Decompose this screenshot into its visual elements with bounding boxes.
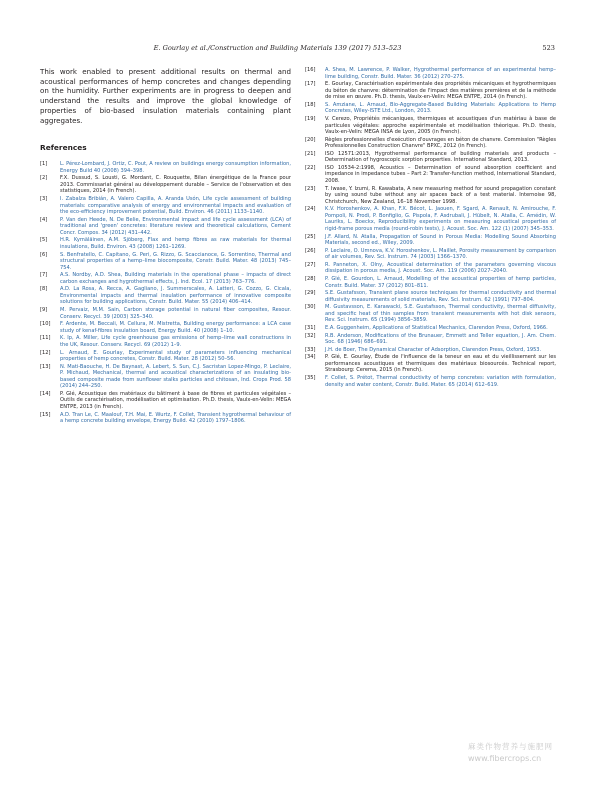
reference-number: [24]: [305, 206, 316, 213]
reference-number: [8]: [40, 286, 48, 293]
reference-number: [33]: [305, 346, 316, 353]
reference-number: [29]: [305, 290, 316, 297]
reference-link[interactable]: K. Ip, A. Miller, Life cycle greenhouse gas emissions of hemp–lime wall constructions in the UK, Resour. Conserv. Recycl. 69 (2012) 1–9.: [60, 335, 291, 348]
reference-number: [22]: [305, 164, 316, 171]
reference-item: [40, 350, 291, 363]
reference-item: [40, 175, 291, 195]
reference-text: F.X. Dussud, S. Lousti, G. Mordant, C. Rouquette, Bilan énergétique de la France pour 2013. Commissariat général au développement durable – Service de l'observation et des statistiques, 2014 (in French).: [60, 175, 291, 195]
reference-item: [305, 67, 556, 80]
reference-number: [16]: [305, 67, 316, 73]
reference-number: [5]: [40, 237, 48, 244]
reference-item: [305, 262, 556, 275]
journal-citation: E. Gourlay et al./Construction and Building Materials 139 (2017) 513–523: [153, 44, 402, 52]
reference-text: Règles professionnelles d'exécution d'ouvrages en béton de chanvre. Commission "Règles Professionnelles Construction Chanvre" BPXC, 2012 (in French).: [325, 136, 556, 150]
reference-item: [40, 196, 291, 216]
reference-number: [12]: [40, 349, 51, 356]
reference-item: [40, 307, 291, 320]
reference-item: [40, 217, 291, 237]
reference-text: E. Gourlay, Caractérisation expérimentale des propriétés mécaniques et hygrothermiques du béton de chanvre: détermination de l'impact des matières premières et de la méthode de mise en œuvre. Ph.D. thesis, Vaulx-en-Velin: MEGA ENTPE, 2014 (in French).: [325, 81, 556, 101]
reference-item: [40, 364, 291, 390]
reference-item: [305, 102, 556, 115]
reference-item: [305, 290, 556, 303]
reference-list-right: [305, 67, 556, 388]
reference-number: [27]: [305, 261, 316, 268]
reference-link[interactable]: F. Collet, S. Prétot, Thermal conductivity of hemp concretes: variation with formulation, density and water content, Constr. Build. Mater. 65 (2014) 612–619.: [325, 374, 556, 388]
reference-item: [305, 116, 556, 136]
reference-number: [15]: [40, 411, 51, 418]
reference-number: [26]: [305, 247, 316, 254]
reference-link[interactable]: S. Amziane, L. Arnaud, Bio-Aggregate-Based Building Materials: Applications to Hemp Concretes, Wiley-ISTE Ltd., London, 2013.: [325, 101, 556, 115]
reference-number: [17]: [305, 81, 316, 88]
reference-text: P. Glé, E. Gourlay, Étude de l'influence de la teneur en eau et du vieillissement sur les performances acoustiques et thermiques des matériaux biosourcés. Technical report, Strasbourg: Cerema, 2015 (in French).: [325, 354, 556, 374]
reference-link[interactable]: A.D. Tran Le, C. Maalouf, T.H. Mai, E. Wurtz, F. Collet, Transient hygrothermal behaviour of a hemp concrete building envelope, Energy Build. 42 (2010) 1797–1806.: [60, 411, 291, 425]
watermark-site-name: 麻类作物营养与施肥网: [468, 742, 553, 751]
reference-link[interactable]: P. Glé, E. Gourdon, L. Arnaud, Modelling of the acoustical properties of hemp particles, Constr. Build. Mater. 37 (2012) 801–811.: [325, 275, 556, 289]
reference-item: [40, 161, 291, 174]
reference-number: [13]: [40, 363, 51, 370]
reference-list-left: [40, 161, 291, 424]
reference-item: [40, 286, 291, 306]
reference-text: ISO 12571:2013, Hygrothermal performance of building materials and products – Determination of hygroscopic sorption properties. International Standard, 2013.: [325, 150, 556, 164]
reference-link[interactable]: S.E. Gustafsson, Transient plane source techniques for thermal conductivity and thermal diffusivity measurements of solid materials, Rev. Sci. Instrum. 62 (1991) 797–804.: [325, 290, 556, 303]
reference-number: [4]: [40, 216, 48, 223]
reference-item: [305, 165, 556, 185]
reference-link[interactable]: F. Ardente, M. Beccali, M. Cellura, M. Mistretta, Building energy performance: a LCA case study of kenaf-fibres insulation board, Energy Build. 40 (2008) 1–10.: [60, 321, 291, 334]
reference-number: [14]: [40, 390, 51, 397]
reference-item: [305, 81, 556, 101]
reference-item: [305, 234, 556, 247]
reference-number: [3]: [40, 196, 48, 203]
reference-link[interactable]: S. Benfratello, C. Capitano, G. Peri, G. Rizzo, G. Scaccianoce, G. Sorrentino, Thermal and structural properties of a hemp–lime biocomposite, Constr. Build. Mater. 48 (2013) 745–754.: [60, 251, 291, 271]
reference-number: [31]: [305, 324, 316, 331]
reference-link[interactable]: P. Leclaire, O. Umnova, K.V. Horoshenkov, L. Maillet, Porosity measurement by comparison of air volumes, Rev. Sci. Instrum. 74 (2003) 1366–1370.: [325, 247, 556, 261]
references-heading: References: [40, 143, 87, 153]
reference-number: [2]: [40, 175, 48, 182]
reference-number: [10]: [40, 321, 51, 328]
reference-text: V. Cerezo, Propriétés mécaniques, thermiques et acoustiques d'un matériau à base de particules végétales: approche expérimentale et modélisation théorique. Ph.D. thesis, Vaulx-en-Velin: MEGA INSA de Lyon, 2005 (in French).: [325, 115, 556, 136]
reference-link[interactable]: A.S. Nordby, A.D. Shea, Building materials in the operational phase – impacts of direct carbon exchanges and hygrothermal effects, J. Ind. Ecol. 17 (2013) 763–776.: [60, 272, 291, 285]
reference-number: [32]: [305, 332, 316, 339]
reference-item: [40, 321, 291, 334]
reference-item: [305, 186, 556, 206]
reference-item: [305, 151, 556, 164]
reference-link[interactable]: E.A. Guggenheim, Applications of Statistical Mechanics, Clarendon Press, Oxford, 1966.: [325, 324, 548, 331]
reference-item: [305, 276, 556, 289]
reference-item: [305, 304, 556, 324]
reference-number: [1]: [40, 161, 48, 168]
reference-item: [305, 248, 556, 261]
reference-item: [305, 354, 556, 374]
reference-link[interactable]: J.F. Allard, N. Atalla, Propagation of Sound in Porous Media: Modelling Sound Absorbing Materials, second ed., Wiley, 2009.: [325, 233, 556, 247]
reference-number: [11]: [40, 335, 51, 342]
running-header: [40, 44, 555, 56]
left-column: [40, 67, 291, 426]
reference-link[interactable]: H.R. Kymäläinen, A.M. Sjöberg, Flax and hemp fibres as raw materials for thermal insulations, Build. Environ. 43 (2008) 1261–1269.: [60, 237, 291, 250]
reference-link[interactable]: M. Pervaiz, M.M. Sain, Carbon storage potential in natural fiber composites, Resour. Conserv. Recycl. 39 (2003) 325–340.: [60, 307, 291, 320]
reference-item: [40, 237, 291, 250]
reference-item: [305, 333, 556, 346]
page-number: 523: [542, 44, 555, 52]
reference-number: [6]: [40, 251, 48, 258]
reference-item: [305, 206, 556, 232]
reference-text: ISO 10534-2:1998, Acoustics – Determination of sound absorption coefficient and impedance in impedance tubes – Part 2: Transfer-function method, International Standard, 2008.: [325, 164, 556, 185]
reference-item: [305, 347, 556, 354]
reference-item: [40, 391, 291, 411]
reference-number: [20]: [305, 136, 316, 143]
reference-number: [9]: [40, 307, 48, 314]
reference-number: [34]: [305, 354, 316, 361]
right-column: [305, 67, 556, 389]
reference-link[interactable]: R. Panneton, X. Olny, Acoustical determination of the parameters governing viscous dissipation in porous media, J. Acoust. Soc. Am. 119 (2006) 2027–2040.: [325, 261, 556, 275]
reference-item: [40, 335, 291, 348]
reference-number: [7]: [40, 272, 48, 279]
reference-number: [21]: [305, 150, 316, 157]
reference-link[interactable]: A.D. La Rosa, A. Recca, A. Gagliano, J. Summerscales, A. Latteri, G. Cozzo, G. Cicala, Environmental impacts and thermal insulation performance of innovative composite solutions for building applications, Constr. Build. Mater. 55 (2014) 406–414.: [60, 286, 291, 306]
reference-link[interactable]: M. Gustavsson, E. Karawacki, S.E. Gustafsson, Thermal conductivity, thermal diffusivity, and specific heat of thin samples from transient measurements with hot disk sensors, Rev. Sci. Instrum. 65 (1994) 3856–3859.: [325, 304, 556, 324]
reference-number: [18]: [305, 101, 316, 108]
conclusion-paragraph: This work enabled to present additional results on thermal and acoustical performances of hemp concretes and changes depending on the humidity. Further experiments are in progress to deepen and understand the results and improve the global knowledge of properties of bio-based insulation materials containing plant aggregates.: [40, 67, 291, 125]
reference-link[interactable]: P. Van den Heede, N. De Belie, Environmental impact and life cycle assessment (LCA) of traditional and 'green' concretes: literature review and theoretical calculations, Cement Concr. Compos. 34 (2012) 431–442.: [60, 216, 291, 236]
watermark-url: www.fibercrops.cn: [468, 754, 542, 763]
reference-item: [40, 252, 291, 272]
reference-link[interactable]: A. Shea, M. Lawrence, P. Walker, Hygrothermal performance of an experimental hemp–lime building, Constr. Build. Mater. 36 (2012) 270–275.: [325, 67, 556, 80]
reference-item: [305, 137, 556, 150]
reference-item: [40, 412, 291, 425]
reference-number: [28]: [305, 275, 316, 282]
reference-link[interactable]: R.B. Anderson, Modifications of the Brunauer, Emmett and Teller equation, J. Am. Chem. Soc. 68 (1946) 686–691.: [325, 332, 556, 346]
reference-item: [305, 375, 556, 388]
reference-item: [305, 325, 556, 332]
reference-item: [40, 272, 291, 285]
reference-number: [23]: [305, 185, 316, 192]
reference-link[interactable]: L. Pérez-Lombard, J. Ortiz, C. Pout, A review on buildings energy consumption information, Energy Build 40 (2008) 394–398.: [60, 161, 291, 174]
reference-number: [35]: [305, 374, 316, 381]
reference-link[interactable]: I. Zabalza Bribián, A. Valero Capilla, A. Aranda Usón, Life cycle assessment of building materials: comparative analysis of energy and environmental impacts and evaluation of the eco-efficiency improvement potential, Build. Environ. 46 (2011) 1133–1140.: [60, 196, 291, 216]
reference-link[interactable]: K.V. Horoshenkov, A. Khan, F.X. Bécot, L. Jaouen, F. Sgard, A. Renault, N. Amirouche, F. Pompoli, N. Prodi, P. Bonfiglio, G. Pispola, F. Asdrubali, J. Hübelt, N. Atalla, C. Amédin, W. Lauriks, L. Boeckx, Reproducibility experiments on measuring acoustical properties of rigid-frame porous media (round-robin tests), J. Acoust. Soc. Am. 122 (1) (2007) 345–353.: [325, 206, 556, 232]
reference-link[interactable]: J.H. de Boer, The Dynamical Character of Adsorption, Clarendon Press, Oxford, 1953.: [325, 346, 542, 353]
reference-text: T. Iwase, Y. Izumi, R. Kawabata, A new measuring method for sound propagation constant by using sound tube without any air spaces back of a test material. Internoise 98, Christchurch, New Zealand, 16–18 November 1998.: [325, 185, 556, 205]
reference-number: [25]: [305, 233, 316, 240]
reference-link[interactable]: L. Arnaud, E. Gourlay, Experimental study of parameters influencing mechanical properties of hemp concretes, Constr. Build. Mater. 28 (2012) 50–56.: [60, 349, 291, 363]
reference-link[interactable]: N. Mati-Baouche, H. De Baynast, A. Lebert, S. Sun, C.J. Sacristan Lopez-Mingo, P. Leclaire, P. Michaud, Mechanical, thermal and acoustical characterizations of an insulating bio-based composite made from sunflower stalks particles and chitosan, Ind. Crops Prod. 58 (2014) 244–250.: [60, 363, 291, 390]
reference-number: [19]: [305, 115, 316, 122]
watermark: [468, 741, 583, 765]
reference-number: [30]: [305, 304, 316, 311]
reference-text: P. Glé, Acoustique des matériaux du bâtiment à base de fibres et particules végétales – Outils de caractérisation, modélisation et optimisation. Ph.D. thesis, Vaulx-en-Velin: MEGA ENTPE, 2013 (in French).: [60, 390, 291, 410]
